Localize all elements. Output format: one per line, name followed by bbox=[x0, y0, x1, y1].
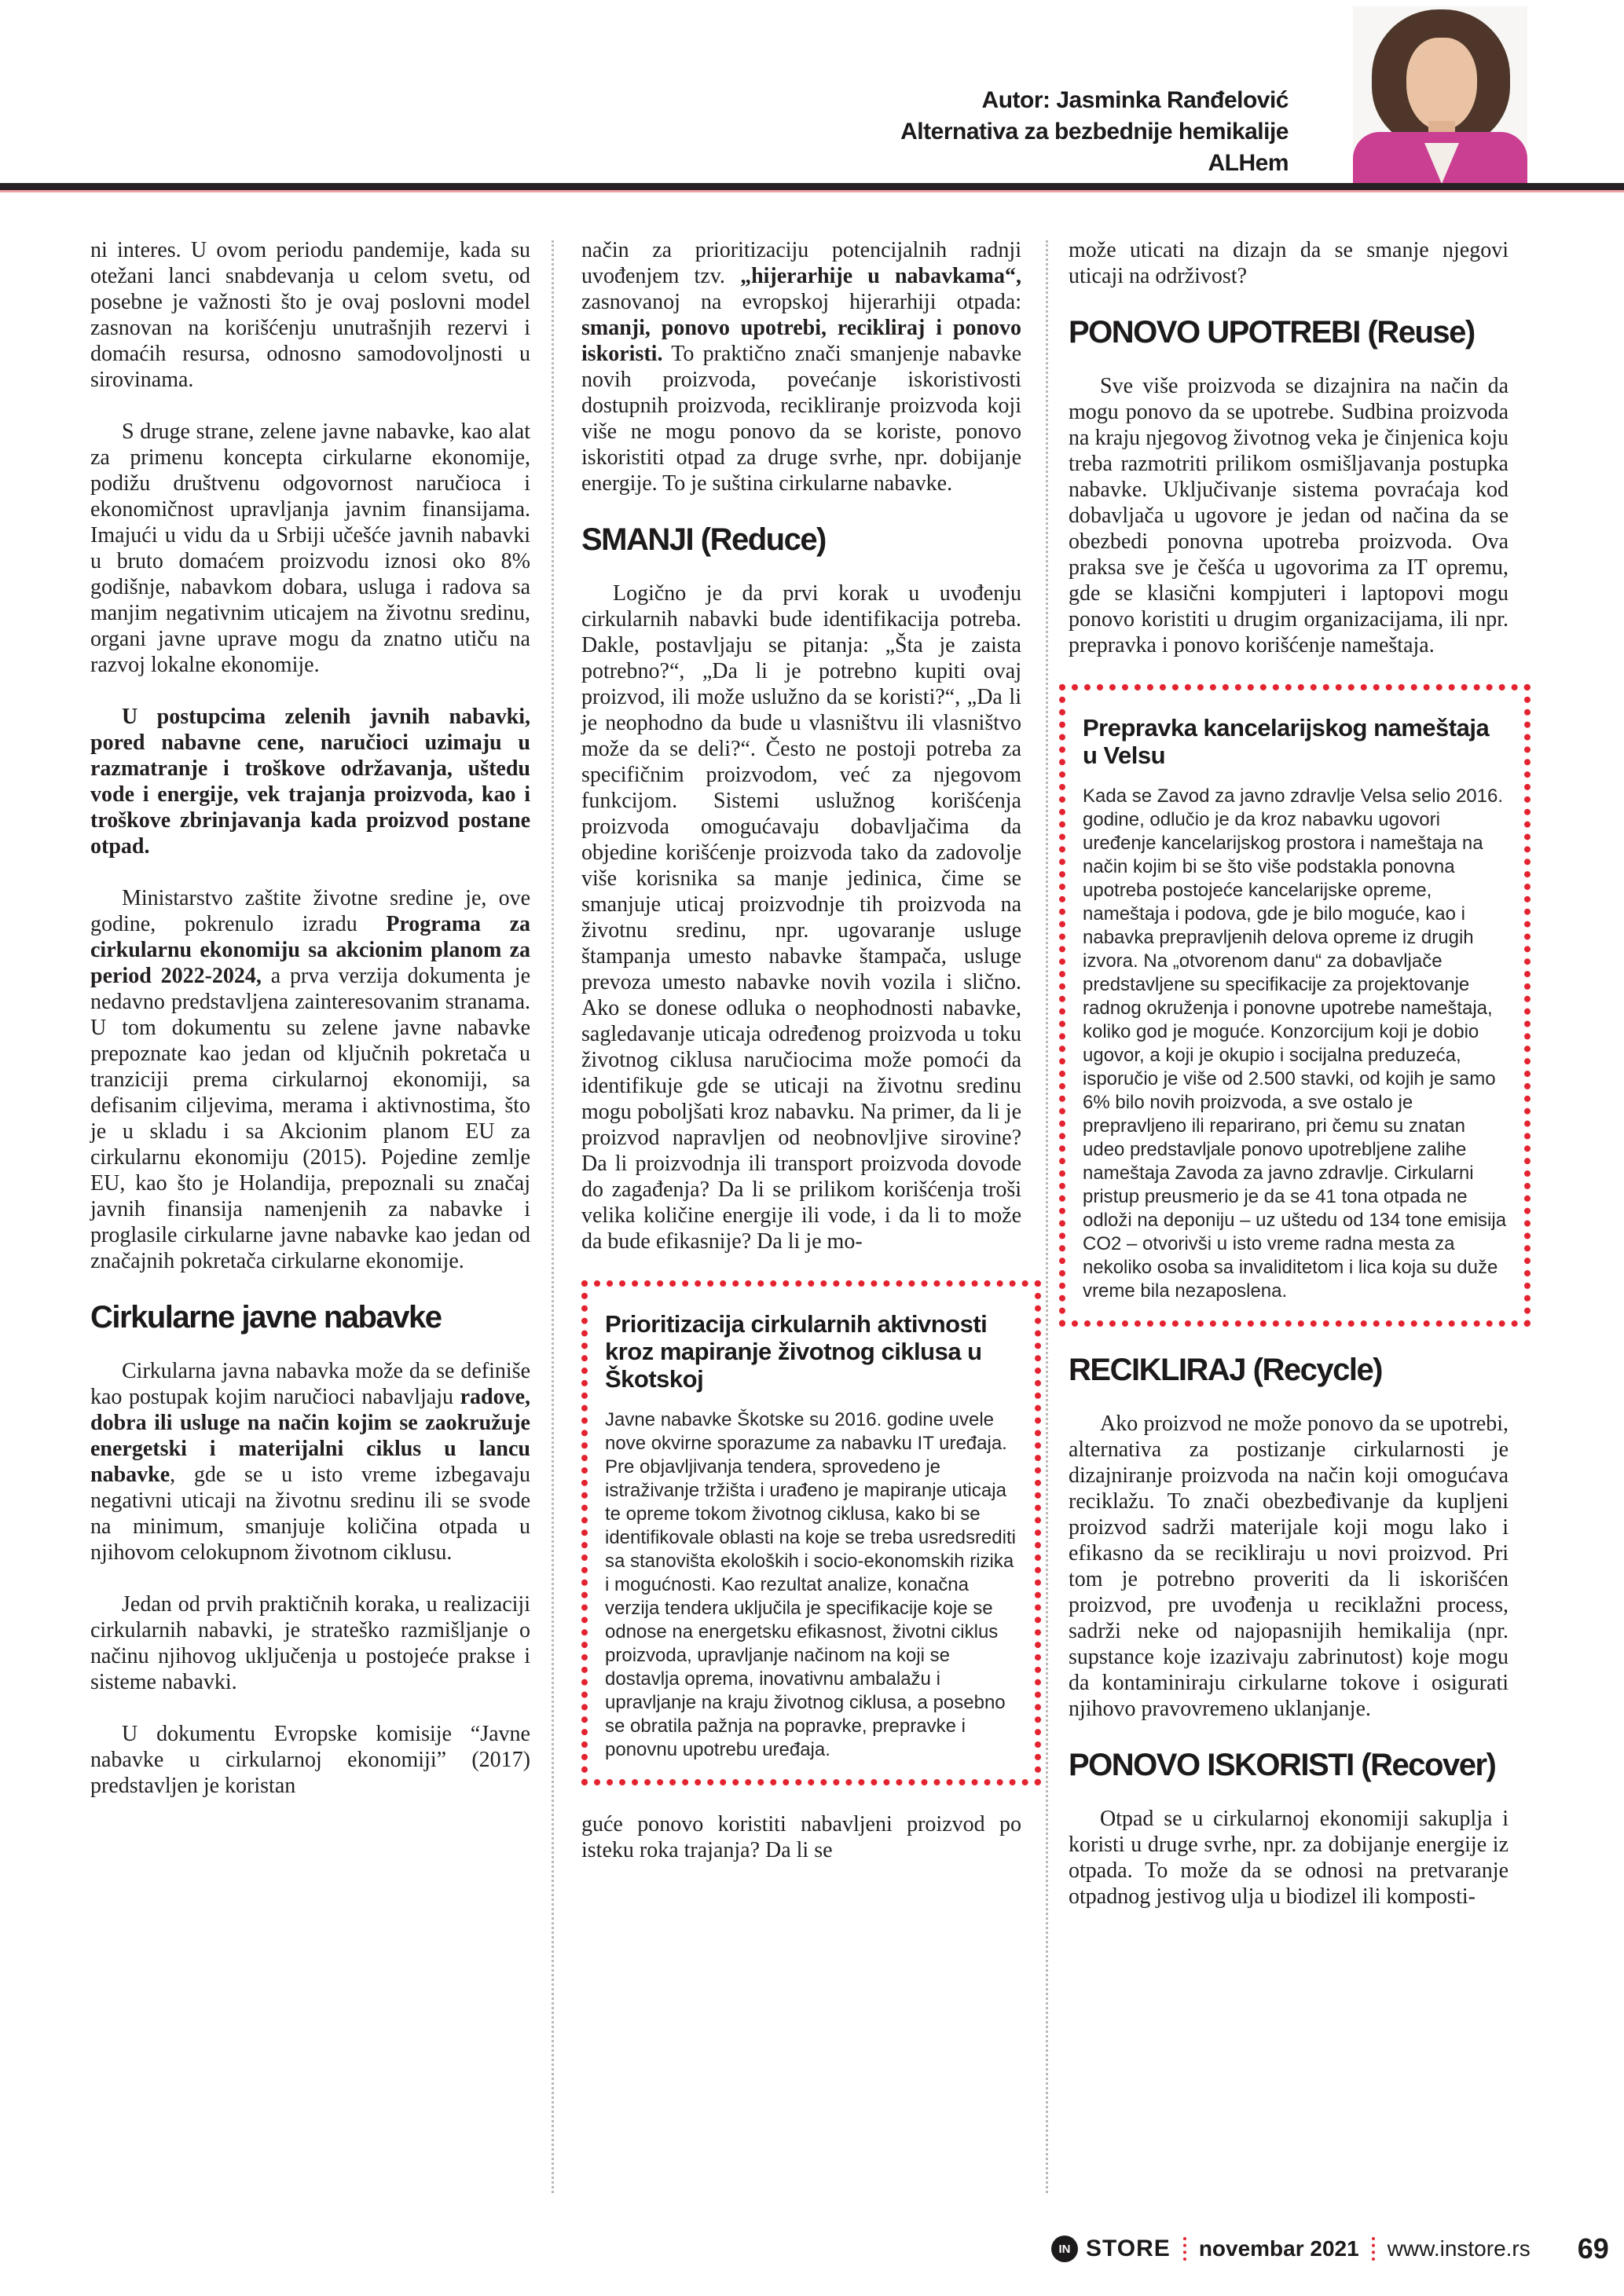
paragraph: može uticati na dizajn da se smanje njegovi uticaji na održivost? bbox=[1069, 238, 1509, 288]
text-segment: način za prioritizaciju potencijalnih radnji uvođenjem tzv. bbox=[581, 238, 1021, 288]
section-heading-reduce: SMANJI (Reduce) bbox=[581, 522, 826, 557]
paragraph: Ako proizvod ne može ponovo da se upotrebi, alternativa za postizanje cirkularnosti je dizajniranje proizvoda na način koji omogućava reciklažu. To znači obezbeđivanje da kupljeni proizvod sadrži materijale koji mogu lako i efikasno da se recikliraju u novi proizvod. Pri tom je potrebno proveriti da li iskorišćen proizvod, pre uvođenja u reciklažni process, sadrži neke od najopasnijih hemikalija (npr. supstance koje izazivaju zabrinutost) koje mogu da kontaminiraju cirkularne tokove i osigurati njihovo pravovremeno uklanjanje. bbox=[1069, 1412, 1509, 1721]
paragraph: Logično je da prvi korak u uvođenju cirkularnih nabavki bude identifikacija potreba. Dakle, postavljaju se pitanja: „Šta je zaista potrebno?“, „Da li je potrebno kupiti ovaj proizvod, ili može uslužno da se koristi?“, „Da li je neophodno da bude u vlasništvu ili vlasništvo može da se deli?“. Često ne postoji potreba za specifičnim proizvodom, već za njegovom funkcijom. Sistemi uslužnog korišćenja proizvoda omogućavaju dobavljačima da objedine korišćenje proizvoda tako da zadovolje više korisnika sa manje jedinica, čime se smanjuje uticaj proizvodnje tih proizvoda na životnu sredinu, npr. ugovaranje usluge štampanja umesto nabavke štampača, usluge prevoza umesto nabavke novih vozila i slično. Ako se donese odluka o neophodnosti nabavke, sagledavanje uticaja određenog proizvoda u toku životnog ciklusa naručiocima može pomoći da identifikuje gde se uticaji na životnu sredinu mogu poboljšati kroz nabavku. Na primer, da li je proizvod napravljen od neobnovljive sirovine? Da li proizvodnja ili transport proizvoda dovode do zagađenja? Da li se prilikom korišćenja troši velika količine energije ili vode, i da li to može da bude efikasnije? Da li je mo- bbox=[581, 581, 1021, 1254]
header-rule-red-accent bbox=[0, 190, 1624, 192]
paragraph bbox=[90, 1358, 530, 1565]
paragraph: Otpad se u cirkularnoj ekonomiji sakuplja i koristi u druge svrhe, npr. za dobijanje energije iz otpada. To može da se odnosi na pretvaranje otpadnog jestivog ulja u biodizel ili komposti- bbox=[1069, 1807, 1509, 1909]
section-heading-recover: PONOVO ISKORISTI (Recover) bbox=[1069, 1748, 1496, 1782]
callout-box-scotland bbox=[581, 1280, 1041, 1785]
text-segment: Ministarstvo zaštite životne sredine je, ove godine, pokrenulo izradu bbox=[90, 886, 530, 936]
paragraph: Jedan od prvih praktičnih koraka, u realizaciji cirkularnih nabavki, je strateško razmišljanje o načinu njihovog uključenja u postojeće prakse i sisteme nabavki. bbox=[90, 1592, 530, 1694]
footer-separator-icon bbox=[1183, 2237, 1186, 2261]
paragraph: Sve više proizvoda se dizajnira na način da mogu ponovo da se upotrebe. Sudbina proizvoda na kraju njegovog životnog veka je činjenica koju treba razmotriti prilikom osmišljavanja postupka nabavke. Uključivanje sistema povraćaja kod dobavljača u ugovore je jedan od načina da se obezbedi ponovna upotreba proizvoda. Ova praksa sve je češća u ugovorima za IT opremu, gde se klasični kompjuteri i laptopovi mogu ponovo koristiti u drugim organizacijama, ili npr. prepravka i ponovo korišćenje nameštaja. bbox=[1069, 374, 1509, 657]
section-heading-circular-procurement: Cirkularne javne nabavke bbox=[90, 1300, 442, 1335]
callout-title: Prepravka kancelarijskog nameštaja u Velsu bbox=[1083, 714, 1490, 769]
column-divider-2 bbox=[1046, 240, 1048, 2193]
column-3 bbox=[1069, 237, 1509, 1935]
text-segment-bold: Programa za cirkularnu ekonomiju sa akcionim planom za period 2022-2024, bbox=[90, 912, 530, 988]
column-divider-1 bbox=[552, 240, 554, 2193]
paragraph: ni interes. U ovom periodu pandemije, kada su otežani lanci snabdevanja u celom svetu, od posebne je važnosti što je ovaj poslovni model zasnovan na korišćenju unutrašnjih rezervi i domaćih resursa, odnosno samodovoljnosti u sirovinama. bbox=[90, 238, 530, 392]
callout-title: Prioritizacija cirkularnih aktivnosti kroz mapiranje životnog ciklusa u Škotskoj bbox=[605, 1310, 988, 1393]
author-line: Autor: Jasminka Ranđelović bbox=[981, 87, 1289, 113]
footer-website: www.instore.rs bbox=[1387, 2236, 1531, 2261]
section-heading-reuse: PONOVO UPOTREBI (Reuse) bbox=[1069, 315, 1475, 350]
column-1 bbox=[90, 237, 530, 1825]
column-2 bbox=[581, 237, 1021, 1889]
page-footer bbox=[1051, 2232, 1609, 2265]
paragraph: guće ponovo koristiti nabavljeni proizvod po isteku roka trajanja? Da li se bbox=[581, 1812, 1021, 1862]
footer-separator-icon bbox=[1372, 2237, 1375, 2261]
text-segment: zasnovanoj na evropskoj hijerarhiji otpada: bbox=[581, 290, 1021, 314]
text-segment-bold: „hijerarhije u nabavkama“, bbox=[740, 264, 1021, 288]
paragraph bbox=[581, 237, 1021, 496]
org-abbr: ALHem bbox=[1208, 150, 1289, 176]
header-rule bbox=[0, 183, 1624, 190]
instore-logo-icon: IN bbox=[1051, 2236, 1078, 2262]
text-segment: a prva verzija dokumenta je nedavno predstavljena zainteresovanim stranama. U tom dokumentu su zelene javne nabavke prepoznate kao jedan od ključnih pokretača u tranziciji prema cirkularnoj ekonomiji, sa defisanim ciljevima, merama i aktivnostima, što je u skladu i sa Akcionim planom EU za cirkularnu ekonomiju (2015). Pojedine zemlje EU, kao što je Holandija, prepoznali su značaj javnih finansija namenjenih za nabavke i proglasile cirkularne javne nabavke kao jedan od značajnih pokretača cirkularne ekonomije. bbox=[90, 964, 531, 1273]
paragraph-bold: U postupcima zelenih javnih nabavki, pored nabavne cene, naručioci uzimaju u razmatranje i troškove održavanja, uštedu vode i energije, vek trajanja proizvoda, kao i troškove zbrinjavanja kada proizvod postane otpad. bbox=[90, 705, 530, 859]
text-segment: Cirkularna javna nabavka može da se definiše kao postupak kojim naručioci nabavljaju bbox=[90, 1359, 530, 1409]
text-segment: To praktično znači smanjenje nabavke novih proizvoda, povećanje iskoristivosti dostupnih proizvoda, recikliranje proizvoda koji više ne mogu ponovo da se koriste, ponovo iskoristiti otpad za druge svrhe, npr. dobijanje energije. To je suština cirkularne nabavke. bbox=[581, 342, 1021, 496]
author-block bbox=[900, 85, 1289, 179]
footer-brand: STORE bbox=[1086, 2236, 1171, 2261]
paragraph bbox=[90, 885, 530, 1274]
callout-body: Kada se Zavod za javno zdravlje Velsa selio 2016. godine, odlučio je da kroz nabavku ugovori uređenje kancelarijskog prostora i nameštaja na način kojim bi se što više podstakla ponovna upotreba postojeće kancelarijske opreme, nameštaja i podova, gde je bilo moguće, kao i nabavka prepravljenih delova opreme iz drugih izvora. Na „otvorenom danu“ za dobavljače predstavljene su specifikacije za projektovanje radnog okruženja i ponovne upotrebe nameštaja, koliko god je moguće. Konzorcijum koji je dobio ugovor, a koji je okupio i socijalna preduzeća, isporučio je više od 2.500 stavki, od kojih je samo 6% bilo novih proizvoda, a sve ostalo je prepravljeno ili reparirano, pri čemu su znatan udeo predstavljale ponovo upotrebljene zalihe nameštaja Zavoda za javno zdravlje. Cirkularni pristup preusmerio je da se 41 tona otpada ne odloži na deponiju – uz uštedu od 134 tone emisija CO2 – otvorivši u isto vreme radna mesta za nekoliko osoba sa invaliditetom i lica koja su duže vreme bila nezaposlena. bbox=[1083, 785, 1507, 1302]
page-number: 69 bbox=[1577, 2232, 1609, 2265]
text-segment-bold: smanji, ponovo upotrebi, recikliraj i ponovo iskoristi. bbox=[581, 316, 1021, 366]
section-heading-recycle: RECIKLIRAJ (Recycle) bbox=[1069, 1353, 1383, 1387]
footer-issue-date: novembar 2021 bbox=[1198, 2236, 1359, 2261]
callout-box-wales bbox=[1059, 684, 1531, 1327]
paragraph: S druge strane, zelene javne nabavke, kao alat za primenu koncepta cirkularne ekonomije, podižu društvenu odgovornost naručioca i ekonomičnost upravljanja javnim finansijama. Imajući u vidu da u Srbiji učešće javnih nabavki u bruto domaćem proizvodu iznosi oko 8% godišnje, nabavkom dobara, usluga i radova sa manjim negativnim uticajem na životnu sredinu, organi javne uprave mogu da znatno utiču na razvoj lokalne ekonomije. bbox=[90, 419, 530, 677]
photo-face bbox=[1406, 38, 1477, 130]
text-segment-bold: radove, dobra ili usluge na način kojim se zaokružuje energetski i materijalni ciklus u lancu nabavke bbox=[90, 1385, 530, 1487]
callout-body: Javne nabavke Škotske su 2016. godine uvele nove okvirne sporazume za nabavku IT uređaja. Pre objavljivanja tendera, sprovedeno je istraživanje tržišta i urađeno je mapiranje uticaja te opreme tokom životnog ciklusa, kako bi se identifikovale oblasti na koje se treba usredsrediti sa stanovišta ekoloških i socio-ekonomskih rizika i mogućnosti. Kao rezultat analize, konačna verzija tendera uključila je specifikacije koje se odnose na energetsku efikasnost, životni ciklus proizvoda, upravljanje načinom na koji se dostavlja oprema, inovativnu ambalažu i upravljanje na kraju životnog ciklusa, a posebno se obratila pažnja na popravke, prepravke i ponovnu upotrebu uređaja. bbox=[605, 1409, 1016, 1760]
org-line: Alternativa za bezbednije hemikalije bbox=[900, 119, 1289, 145]
text-segment: , gde se u isto vreme izbegavaju negativni uticaji na životnu sredinu ili se svode na minimum, smanjuje količina otpada u njihovom celokupnom životnom ciklusu. bbox=[90, 1463, 530, 1565]
paragraph: U dokumentu Evropske komisije “Javne nabavke u cirkularnoj ekonomiji” (2017) predstavljen je koristan bbox=[90, 1722, 530, 1798]
author-photo bbox=[1353, 6, 1527, 184]
